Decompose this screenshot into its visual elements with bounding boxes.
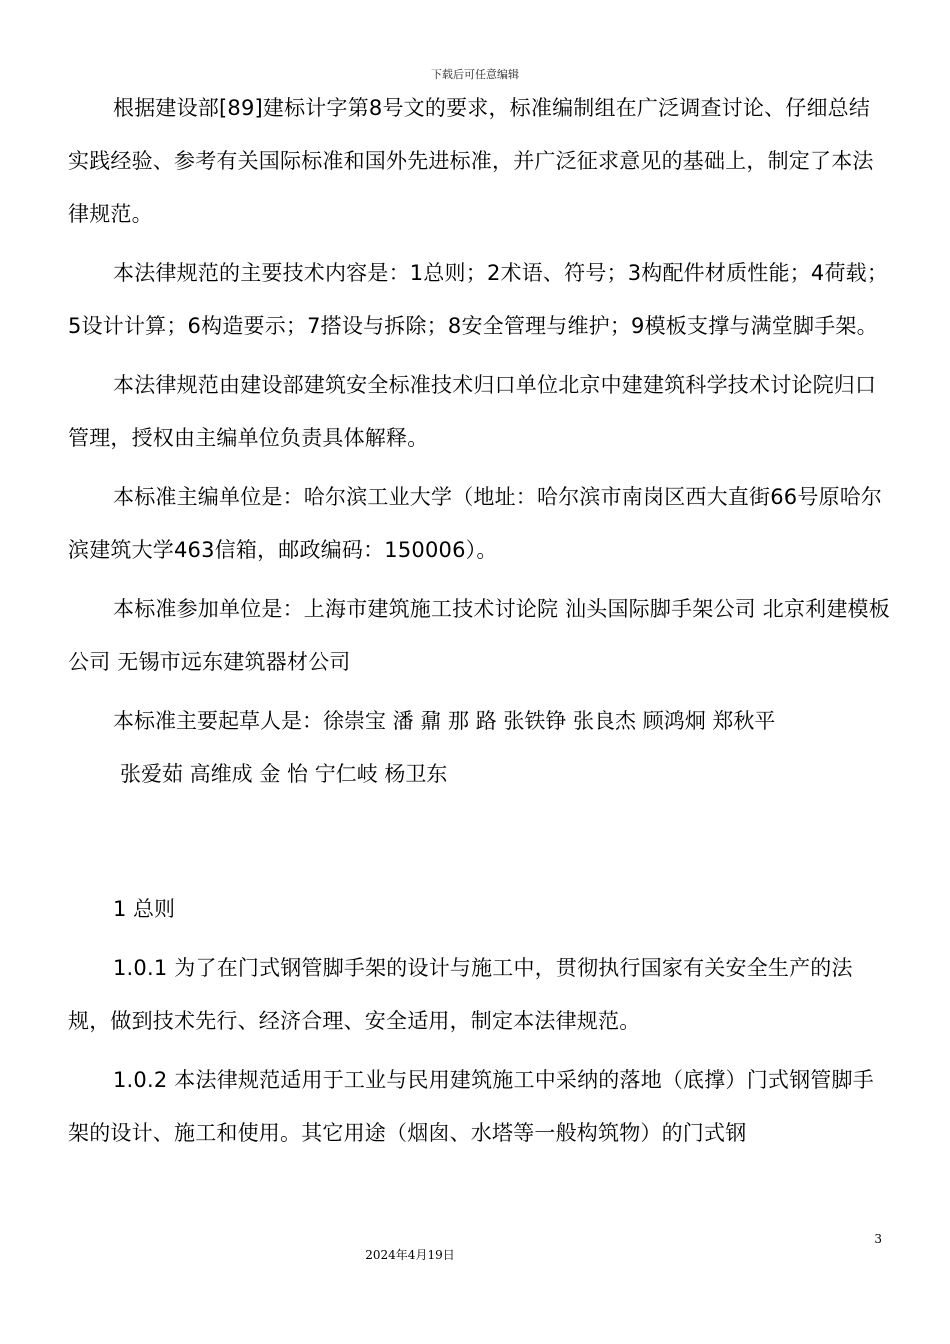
clause-1-0-1: 1.0.1 为了在门式钢管脚手架的设计与施工中，贯彻执行国家有关安全生产的法规，做到技术先行、经济合理、安全适用，制定本法律规范。 <box>68 956 853 1033</box>
paragraph-compilation-basis: 根据建设部[89]建标计字第8号文的要求，标准编制组在广泛调查讨论、仔细总结实践经验、参考有关国际标准和国外先进标准，并广泛征求意见的基础上，制定了本法律规范。 <box>68 96 874 226</box>
document-body <box>68 82 890 1160</box>
paragraph-participants: 本标准参加单位是：上海市建筑施工技术讨论院 汕头国际脚手架公司 北京利建模板公司 无锡市远东建筑器材公司 <box>68 597 890 674</box>
clause-1-0-2: 1.0.2 本法律规范适用于工业与民用建筑施工中采纳的落地（底撑）门式钢管脚手架的设计、施工和使用。其它用途（烟囱、水塔等一般构筑物）的门式钢 <box>68 1068 874 1145</box>
footer-date: 2024年4月19日 <box>365 1248 455 1262</box>
page-number: 3 <box>874 1232 882 1246</box>
header-note: 下载后可任意编辑 <box>431 68 519 81</box>
paragraph-drafters-continued: 张爱茹 高维成 金 怡 宁仁岐 杨卫东 <box>120 762 448 786</box>
paragraph-technical-contents: 本法律规范的主要技术内容是：1总则；2术语、符号；3构配件材质性能；4荷载；5设计计算；6构造要示；7搭设与拆除；8安全管理与维护；9模板支撑与满堂脚手架。 <box>68 261 889 338</box>
paragraph-management: 本法律规范由建设部建筑安全标准技术归口单位北京中建建筑科学技术讨论院归口管理，授权由主编单位负责具体解释。 <box>68 373 877 450</box>
paragraph-chief-editor: 本标准主编单位是：哈尔滨工业大学（地址：哈尔滨市南岗区西大直街66号原哈尔滨建筑大学463信箱，邮政编码：150006）。 <box>68 485 883 562</box>
paragraph-drafters: 本标准主要起草人是：徐崇宝 潘 鼐 那 路 张铁铮 张良杰 顾鸿炯 郑秋平 <box>113 709 776 733</box>
section-title: 1 总则 <box>113 897 176 921</box>
